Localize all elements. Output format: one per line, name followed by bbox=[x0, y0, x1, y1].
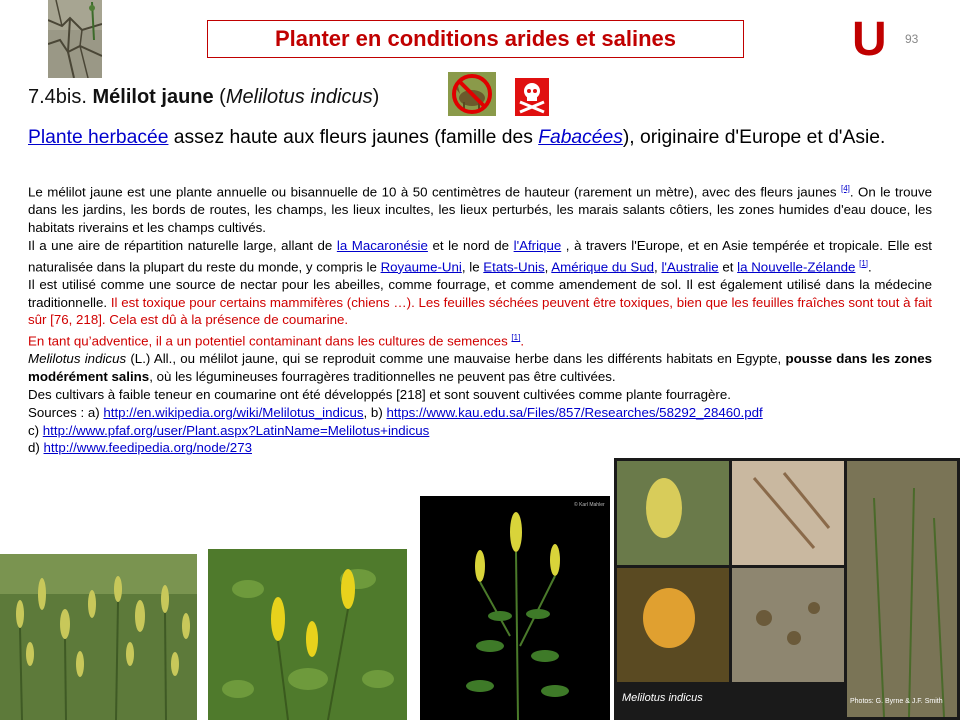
reference-4[interactable]: [4] bbox=[840, 184, 850, 193]
no-animal-feed-icon bbox=[448, 72, 496, 116]
link-macaronesie[interactable]: la Macaronésie bbox=[336, 237, 428, 253]
para5-text-1: (L.) All., ou mélilot jaune, qui se reproduit comme une mauvaise herbe dans les différents habitats en Egypte, bbox=[126, 351, 786, 367]
para5-latin: Melilotus indicus bbox=[28, 351, 127, 367]
reference-1[interactable]: [1] bbox=[859, 258, 869, 268]
reference-1-weed[interactable]: [1] bbox=[511, 333, 521, 343]
section-latin-name: Melilotus indicus bbox=[225, 86, 373, 108]
paragraph-cultivars: Des cultivars à faible teneur en coumarine ont été développés [218] et sont souvent cultivées comme plante fourragère. bbox=[28, 387, 731, 403]
para2-sep-2: , bbox=[654, 259, 662, 275]
page-number: 93 bbox=[905, 32, 919, 46]
sources-line-1 bbox=[28, 404, 932, 422]
body-text bbox=[28, 180, 932, 457]
collage-caption: Melilotus indicus bbox=[622, 692, 703, 704]
header-decorative-photo bbox=[48, 0, 102, 78]
collage-credit: Photos: G. Byrne & J.F. Smith bbox=[850, 698, 943, 705]
paragraph-distribution bbox=[28, 237, 932, 276]
photo-credit: © Karl Mahler bbox=[574, 502, 605, 508]
section-name: Mélilot jaune bbox=[92, 86, 214, 108]
para1-text-2: . On le trouve dans les jardins, les bords de routes, les champs, les lieux incultes, les lieux perturbés, les marais salants côtiers, les zones humides d'eau douce, les habitats riverains et les champs cultivés. bbox=[28, 184, 932, 236]
para2-text-5: et bbox=[718, 259, 738, 275]
section-heading bbox=[28, 86, 379, 109]
para2-sep-1: , bbox=[544, 259, 552, 275]
para2-text-1: Il a une aire de répartition naturelle large, allant de bbox=[28, 237, 337, 253]
para2-text-3: , à travers l'Europe, et en Asie tempérée et tropicale. Elle est naturalisée dans la plupart du reste du monde, y compris le bbox=[28, 237, 932, 275]
paragraph-description bbox=[28, 180, 932, 237]
para2-text-7: . bbox=[868, 259, 872, 275]
sources-label: Sources : a) bbox=[28, 404, 104, 420]
para5-bold: pousse dans les zones modérément salins bbox=[28, 351, 933, 385]
link-amerique-du-sud[interactable]: Amérique du Sud bbox=[551, 259, 655, 275]
section-number: 7.4bis. bbox=[28, 86, 87, 108]
link-source-c[interactable]: http://www.pfaf.org/user/Plant.aspx?LatinName=Melilotus+indicus bbox=[42, 422, 430, 438]
photo-melilot-specimen bbox=[420, 496, 610, 720]
photo-melilot-closeup bbox=[208, 549, 407, 720]
photo-collage bbox=[614, 458, 960, 720]
para4-text: En tant qu’adventice, il a un potentiel contaminant dans les cultures de semences bbox=[28, 333, 512, 349]
skull-crossbones-icon bbox=[515, 78, 549, 116]
lead-text-1: assez haute aux fleurs jaunes (famille des bbox=[168, 127, 539, 148]
sources-line-2 bbox=[28, 422, 932, 440]
sources-d-label: d) bbox=[28, 440, 44, 456]
toxicity-warning: Il est toxique pour certains mammifères (chiens …). Les feuilles séchées peuvent être toxiques, bien que les feuilles fraîches sont tout à fait sûr [76, 218]. Cela est dû à la présence de coumarine. bbox=[28, 294, 932, 328]
link-royaume-uni[interactable]: Royaume-Uni bbox=[380, 259, 462, 275]
sources-c-label: c) bbox=[28, 422, 43, 438]
link-etats-unis[interactable]: Etats-Unis bbox=[483, 259, 545, 275]
para3-text-1: Il est utilisé comme une source de nectar pour les abeilles, comme fourrage, et comme amendement de sol. Il est également utilisé dans la médecine traditionnelle. bbox=[28, 276, 932, 310]
link-source-d[interactable]: http://www.feedipedia.org/node/273 bbox=[43, 440, 252, 456]
chapter-letter: U bbox=[852, 13, 887, 66]
paren-open: ( bbox=[213, 86, 226, 108]
sources-b-label: , b) bbox=[363, 404, 387, 420]
sources-line-3 bbox=[28, 439, 932, 457]
lead-text-2: ), originaire d'Europe et d'Asie. bbox=[622, 127, 886, 148]
paren-close: ) bbox=[372, 86, 380, 108]
slide-title: Planter en conditions arides et salines bbox=[274, 26, 677, 51]
para5-text-2: , où les légumineuses fourragères traditionnelles ne peuvent pas être cultivées. bbox=[149, 369, 616, 385]
link-source-a[interactable]: http://en.wikipedia.org/wiki/Melilotus_indicus bbox=[103, 404, 364, 420]
para4-end: . bbox=[520, 333, 525, 349]
para1-text-1: Le mélilot jaune est une plante annuelle ou bisannuelle de 10 à 50 centimètres de hauteur (rarement un mètre), avec des fleurs jaunes bbox=[28, 184, 841, 200]
slide-title-box bbox=[207, 20, 744, 58]
link-source-b[interactable]: https://www.kau.edu.sa/Files/857/Researches/58292_28460.pdf bbox=[386, 404, 763, 420]
link-australie[interactable]: l'Australie bbox=[661, 259, 719, 275]
link-nouvelle-zelande[interactable]: la Nouvelle-Zélande bbox=[737, 259, 856, 275]
photo-melilot-field bbox=[0, 554, 197, 720]
link-fabacees[interactable]: Fabacées bbox=[538, 127, 623, 148]
paragraph-egypt bbox=[28, 350, 932, 386]
paragraph-uses bbox=[28, 276, 932, 329]
lead-paragraph bbox=[28, 126, 932, 150]
para2-text-2: et le nord de bbox=[427, 237, 514, 253]
link-plante-herbacee[interactable]: Plante herbacée bbox=[28, 127, 169, 148]
link-afrique[interactable]: l'Afrique bbox=[513, 237, 562, 253]
para2-text-4: , le bbox=[461, 259, 484, 275]
paragraph-weed bbox=[28, 329, 932, 350]
